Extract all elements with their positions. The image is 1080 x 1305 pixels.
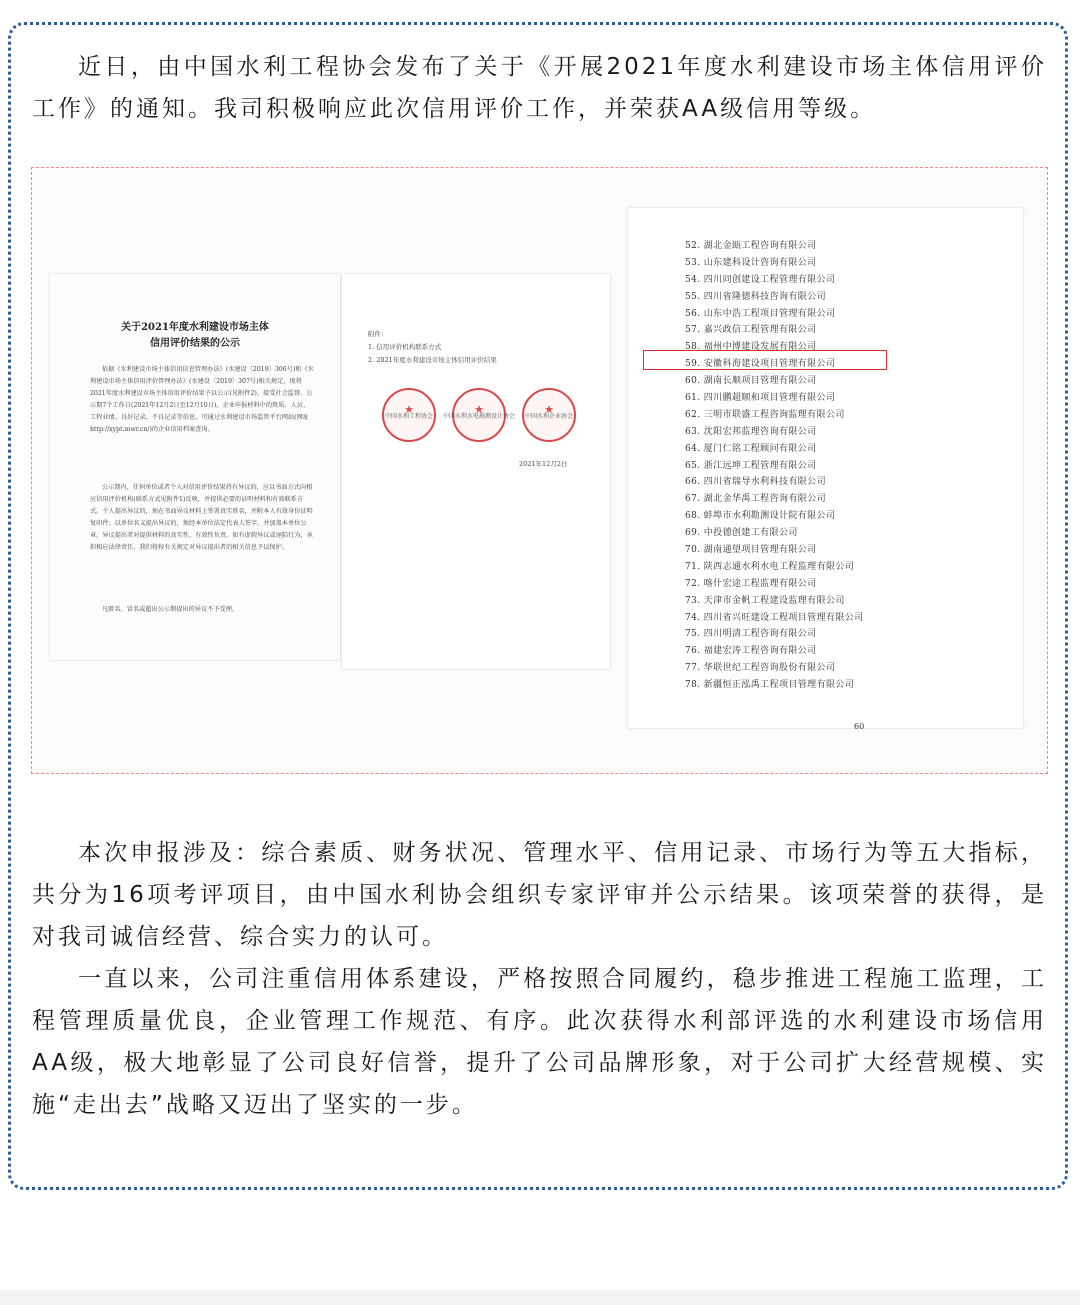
company-list-item: 61. 四川鹏超顺和项目管理有限公司 bbox=[685, 393, 836, 404]
highlight-box bbox=[643, 350, 887, 370]
company-list-item: 57. 嘉兴政信工程管理有限公司 bbox=[685, 325, 817, 336]
announcement-body-2: 公示期内，任何单位或者个人对信用评价结果持有异议的，应以书面方式向相应信用评价机构(联系方式见附件1)反映，并提供必要的证明材料和有效联系方式。个人提出异议的，须在书面异议材料上签署真实姓名，并附本人有效身份证明复印件；以单位名义提出异议的，须经本单位法定代表人签字，并加盖本单位公章。异议提出者对提供材料的真实性、有效性负责。如有虚假异议或诬陷行为，承担相应法律责任。我们将按有关规定对异议提出者的相关信息予以保护。 bbox=[90, 484, 313, 551]
announcement-body-3: 凡匿名、冒名或超出公示期提出的异议不予受理。 bbox=[102, 606, 239, 613]
seal-icon: ★ bbox=[382, 388, 436, 442]
document-photo bbox=[31, 167, 1048, 774]
company-list-item: 63. 沈阳宏邦监理咨询有限公司 bbox=[685, 426, 817, 437]
seal-icon: ★ bbox=[452, 388, 506, 442]
announcement-body-1: 依据《水利建设市场主体信用信息管理办法》(水建设〔2019〕306号)和《水利建设市场主体信用评价管理办法》(水建设〔2019〕307号)相关规定，现将2021年度水利建设市场主体信用评价结果予以公示(见附件2)，接受社会监督。公示期7个工作日(2021年12月2日至12月10日)。企业申报材料中的资质、人员、工程业绩、良好记录、不良记录等信息，可通过水利建设市场监管平台网站(网址http://xypt.mwr.cn/)的企业信用档案查询。 bbox=[90, 366, 314, 433]
company-list-item: 52. 湖北金瓯工程咨询有限公司 bbox=[685, 241, 817, 251]
company-list-item: 74. 四川省兴旺建设工程项目管理有限公司 bbox=[685, 612, 864, 623]
company-list-item: 56. 山东中浩工程项目管理有限公司 bbox=[685, 308, 836, 319]
company-list-item: 72. 喀什宏途工程监理有限公司 bbox=[685, 578, 817, 589]
company-list-item: 75. 四川明清工程咨询有限公司 bbox=[685, 629, 817, 640]
company-list-item: 77. 华联世纪工程咨询股份有限公司 bbox=[685, 663, 836, 674]
company-list-item: 64. 厦门仁铭工程顾问有限公司 bbox=[685, 443, 817, 454]
result-list-page bbox=[628, 208, 1023, 731]
attachment-note: 附件： 1. 信用评价机构联系方式 2. 2021年度水利建设市场主体信用评价结果 bbox=[368, 330, 497, 364]
announcement-page bbox=[50, 274, 340, 660]
company-list-item: 55. 四川省隆德科技咨询有限公司 bbox=[685, 291, 826, 302]
summary-paragraph: 一直以来，公司注重信用体系建设，严格按照合同履约，稳步推进工程施工监理，工程管理质量优良，企业管理工作规范、有序。此次获得水利部评选的水利建设市场信用AA级，极大地彰显了公司良好信誉，提升了公司品牌形象，对于公司扩大经营规模、实施“走出去”战略又迈出了坚实的一步。 bbox=[32, 966, 1047, 1118]
attachment-page bbox=[342, 274, 610, 669]
announcement-date: 2021年12月2日 bbox=[519, 460, 568, 468]
company-list-item: 70. 湖南通望项目管理有限公司 bbox=[685, 545, 817, 556]
company-list-item: 71. 陕西志通水利水电工程监理有限公司 bbox=[685, 561, 855, 572]
seal-label: 中国水利工程协会 bbox=[384, 413, 433, 420]
company-list-item: 58. 福州中博建设发展有限公司 bbox=[685, 342, 817, 353]
company-list-item: 73. 天津市金帆工程建设监理有限公司 bbox=[685, 595, 845, 606]
announcement-title: 关于2021年度水利建设市场主体 信用评价结果的公示 bbox=[121, 322, 269, 349]
seal-label: 中国水利企业协会 bbox=[524, 413, 573, 420]
company-list-item: 67. 湖北金华禹工程咨询有限公司 bbox=[685, 494, 826, 505]
company-list-item: 68. 蚌埠市水利勘测设计院有限公司 bbox=[685, 511, 836, 522]
evaluation-paragraph: 本次申报涉及：综合素质、财务状况、管理水平、信用记录、市场行为等五大指标，共分为16项考评项目，由中国水利协会组织专家评审并公示结果。该项荣誉的获得，是对我司诚信经营、综合实力的认可。 bbox=[32, 840, 1047, 950]
company-list-item: 78. 新疆恒正泓禹工程项目管理有限公司 bbox=[685, 680, 855, 691]
company-list bbox=[685, 238, 864, 694]
intro-paragraph: 近日，由中国水利工程协会发布了关于《开展2021年度水利建设市场主体信用评价工作》的通知。我司积极响应此次信用评价工作，并荣获AA级信用等级。 bbox=[32, 54, 1047, 122]
company-list-item: 59. 安徽科海建设项目管理有限公司 bbox=[685, 359, 836, 370]
seal-icon: ★ bbox=[522, 388, 576, 442]
company-list-item: 76. 福建宏涛工程咨询有限公司 bbox=[685, 646, 817, 657]
seal-label: 中国水利水电勘测设计协会 bbox=[442, 413, 515, 420]
bottom-bar bbox=[0, 1290, 1080, 1305]
page-number: 60 bbox=[854, 722, 865, 731]
company-list-item: 66. 四川省瑞导水利科技有限公司 bbox=[685, 477, 826, 488]
company-list-item: 65. 浙江远坤工程管理有限公司 bbox=[685, 460, 817, 471]
company-list-item: 69. 中投德创建工有限公司 bbox=[685, 528, 798, 539]
company-list-item: 53. 山东建科设计咨询有限公司 bbox=[685, 257, 817, 268]
company-list-item: 60. 湖南长顺项目管理有限公司 bbox=[685, 376, 817, 387]
company-list-item: 62. 三明市联盛工程咨询监理有限公司 bbox=[685, 409, 845, 420]
company-list-item: 54. 四川同创建设工程管理有限公司 bbox=[685, 274, 836, 285]
